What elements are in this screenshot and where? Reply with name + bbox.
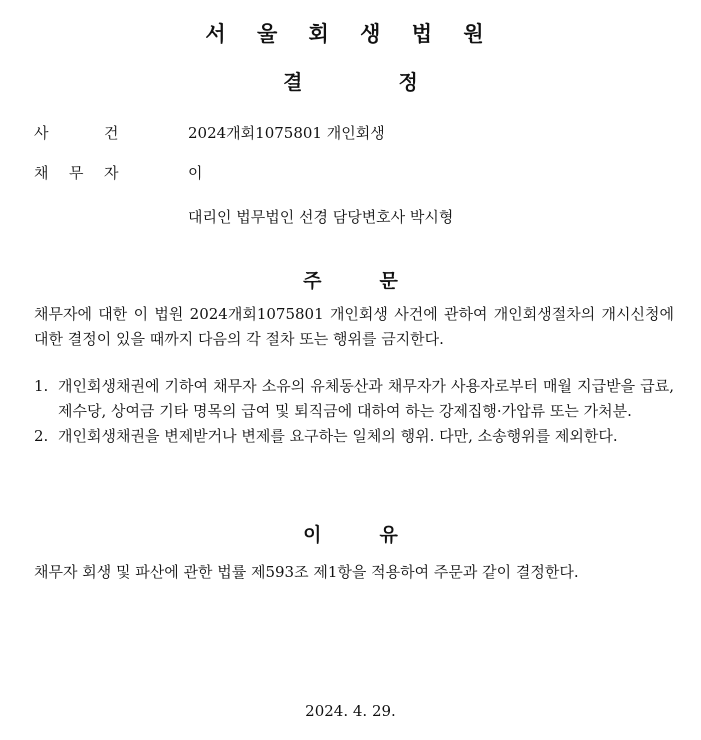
order-item-text: 개인회생채권을 변제받거나 변제를 요구하는 일체의 행위. 다만, 소송행위를 제외한다. bbox=[58, 427, 618, 445]
document-type-char-1: 결 bbox=[283, 70, 303, 94]
order-heading-char-1: 주 bbox=[303, 270, 322, 292]
court-name-title: 서 울 회 생 법 원 bbox=[205, 22, 496, 46]
case-number: 2024개회1075801 개인회생 bbox=[188, 124, 385, 142]
order-heading bbox=[0, 266, 701, 293]
debtor-row bbox=[34, 162, 203, 183]
order-items-list bbox=[34, 374, 674, 449]
reason-heading-char-1: 이 bbox=[303, 524, 322, 546]
case-label bbox=[34, 122, 188, 143]
order-item-number: 2. bbox=[34, 427, 49, 445]
order-item bbox=[34, 424, 674, 449]
decision-date: 2024. 4. 29. bbox=[305, 702, 396, 720]
document-type-char-2: 정 bbox=[398, 70, 418, 94]
reason-heading-char-2: 유 bbox=[379, 524, 398, 546]
case-label-char-2: 건 bbox=[104, 124, 119, 142]
order-item-number: 1. bbox=[34, 377, 49, 395]
order-heading-char-2: 문 bbox=[379, 270, 398, 292]
debtor-label-char-1: 채 bbox=[34, 164, 49, 182]
order-item bbox=[34, 374, 674, 424]
reason-heading bbox=[0, 520, 701, 547]
debtor-label bbox=[34, 162, 188, 183]
case-row bbox=[34, 122, 385, 143]
order-intro-paragraph: 채무자에 대한 이 법원 2024개회1075801 개인회생 사건에 관하여 개인회생절차의 개시신청에 대한 결정이 있을 때까지 다음의 각 절차 또는 행위를 금지한다. bbox=[34, 305, 674, 348]
debtor-label-char-2: 무 bbox=[69, 164, 84, 182]
debtor-label-char-3: 자 bbox=[104, 164, 119, 182]
legal-agent: 대리인 법무법인 선경 담당변호사 박시형 bbox=[188, 208, 454, 226]
document-type-heading bbox=[0, 66, 701, 95]
case-label-char-1: 사 bbox=[34, 124, 49, 142]
debtor-name: 이 bbox=[188, 164, 203, 182]
reason-paragraph: 채무자 회생 및 파산에 관한 법률 제593조 제1항을 적용하여 주문과 같이 결정한다. bbox=[34, 563, 579, 581]
order-item-text: 개인회생채권에 기하여 채무자 소유의 유체동산과 채무자가 사용자로부터 매월 지급받을 급료, 제수당, 상여금 기타 명목의 급여 및 퇴직금에 대하여 하는 강제집행·가압류 또는 가처분. bbox=[58, 377, 674, 420]
